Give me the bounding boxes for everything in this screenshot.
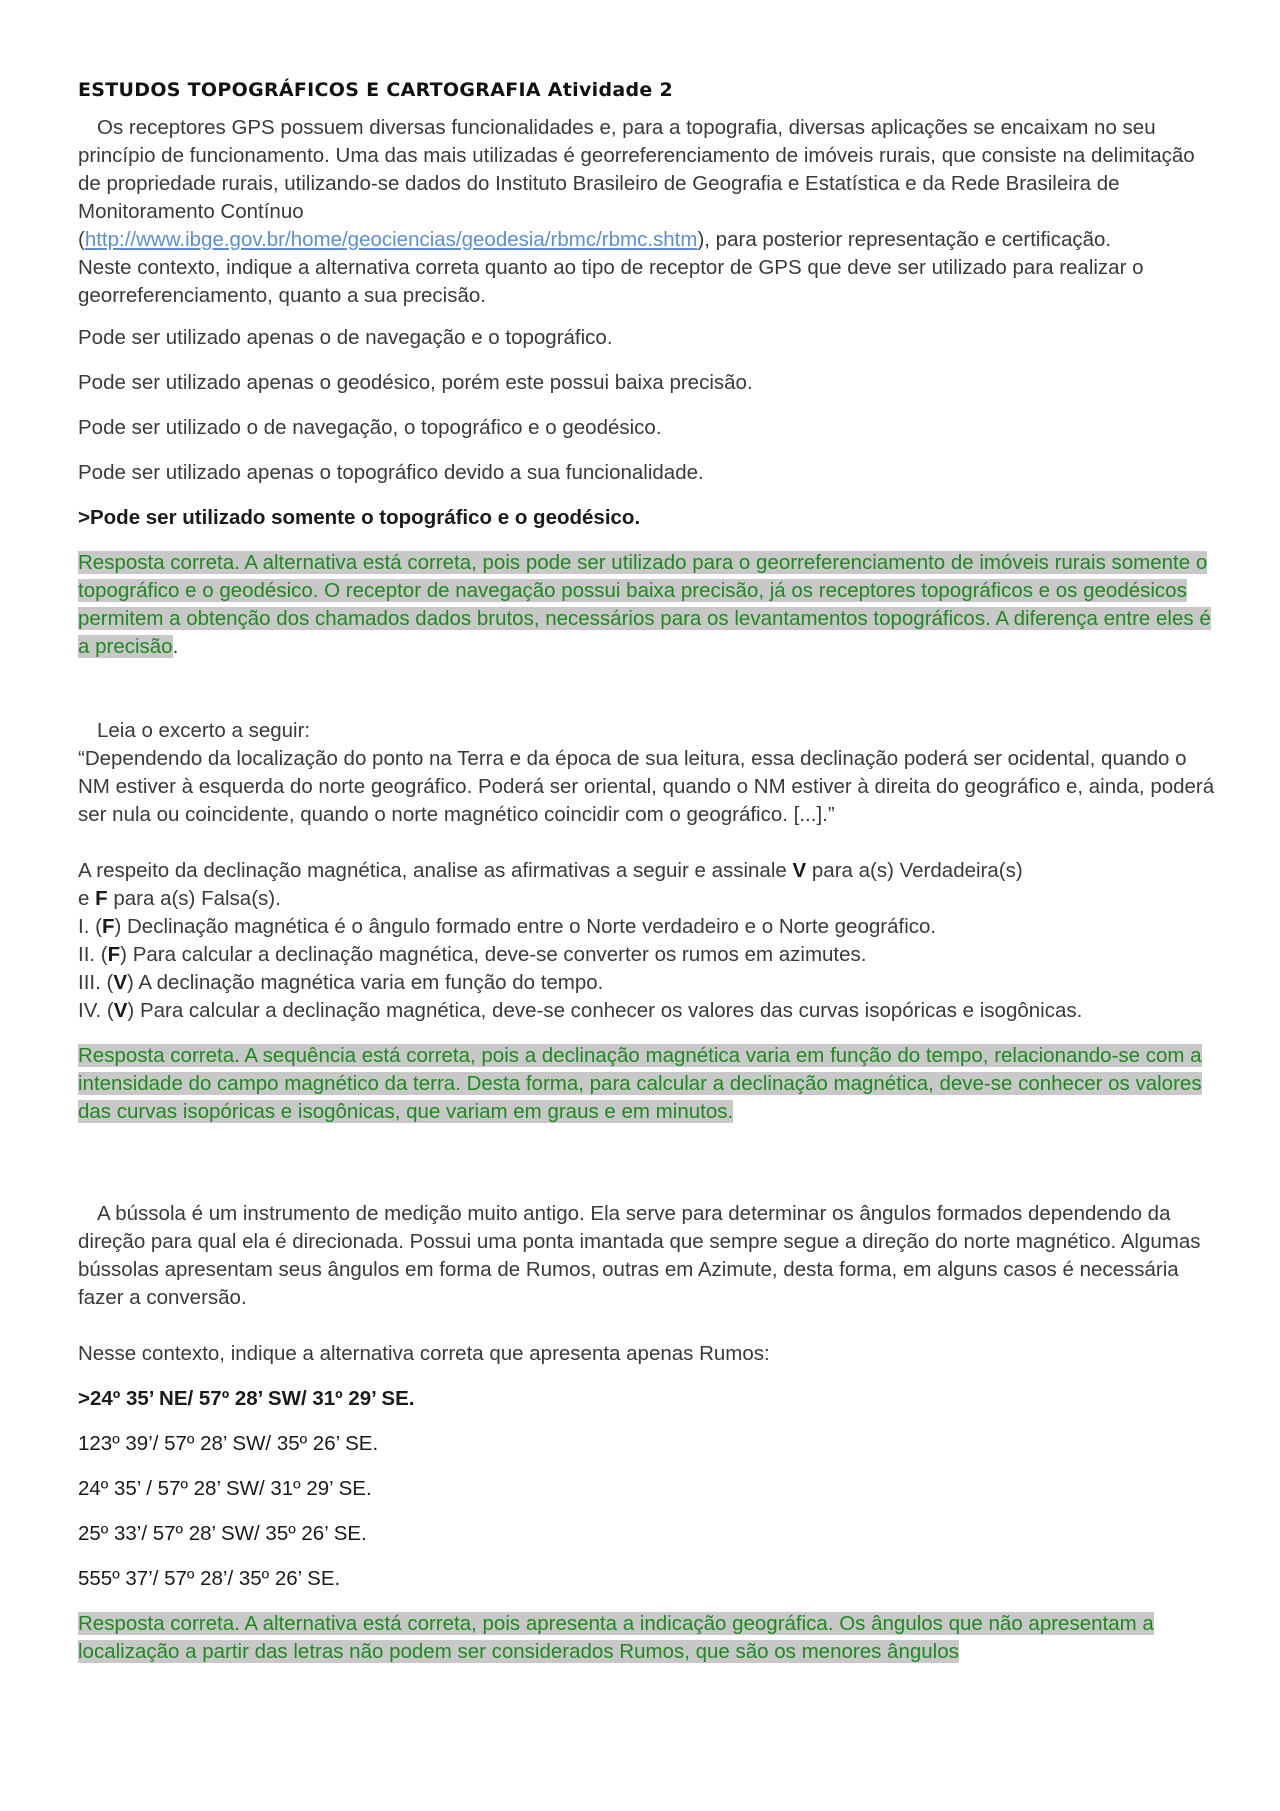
statement-number: IV. xyxy=(78,999,102,1022)
q1-option[interactable]: Pode ser utilizado apenas o geodésico, porém este possui baixa precisão. xyxy=(78,371,753,394)
q3-selected-option[interactable]: >24º 35’ NE/ 57º 28’ SW/ 31º 29’ SE. xyxy=(78,1387,415,1410)
q1-prompt: Neste contexto, indique a alternativa correta quanto ao tipo de receptor de GPS que deve ser utilizado para realizar o georreferenciamento, quanto a sua precisão. xyxy=(78,256,1144,307)
q2-statement: II. (F) Para calcular a declinação magnética, deve-se converter os rumos em azimutes. xyxy=(78,943,867,966)
q1-option[interactable]: Pode ser utilizado o de navegação, o topográfico e o geodésico. xyxy=(78,416,662,439)
q1-option[interactable]: Pode ser utilizado apenas o de navegação e o topográfico. xyxy=(78,326,613,349)
statement-number: II. xyxy=(78,943,96,966)
q3-option[interactable]: 123º 39’/ 57º 28’ SW/ 35º 26’ SE. xyxy=(78,1432,379,1455)
q2-instr-b: para a(s) Verdadeira(s) xyxy=(811,859,1023,882)
q2-lead xyxy=(78,717,1218,745)
q1-feedback xyxy=(78,549,1218,661)
q1-feedback-text: Resposta correta. A alternativa está correta, pois pode ser utilizado para o georreferenciamento de imóveis rurais somente o topográfico e o geodésico. O receptor de navegação possui baixa precisão, já os receptores topográficos e os geodésicos permitem a obtenção dos chamados dados brutos, necessários para os levantamentos topográficos. A diferença entre eles é a precisão xyxy=(78,551,1211,658)
q3-option[interactable]: 24º 35’ / 57º 28’ SW/ 31º 29’ SE. xyxy=(78,1477,372,1500)
statement-text: A declinação magnética varia em função do tempo. xyxy=(138,971,604,994)
q3-intro xyxy=(78,1200,1218,1312)
q2-f-label: F xyxy=(95,887,108,910)
q3-option[interactable]: 25º 33’/ 57º 28’ SW/ 35º 26’ SE. xyxy=(78,1522,367,1545)
q1-feedback-end: . xyxy=(172,635,179,658)
q2-instr-d: para a(s) Falsa(s). xyxy=(113,887,281,910)
q2-statement: IV. (V) Para calcular a declinação magnética, deve-se conhecer os valores das curvas isopóricas e isogônicas. xyxy=(78,999,1083,1022)
q2-statement: I. (F) Declinação magnética é o ângulo formado entre o Norte verdadeiro e o Norte geográfico. xyxy=(78,915,937,938)
q1-selected-option[interactable]: >Pode ser utilizado somente o topográfico e o geodésico. xyxy=(78,506,641,529)
statement-number: III. xyxy=(78,971,101,994)
statement-text: Para calcular a declinação magnética, deve-se conhecer os valores das curvas isopóricas e isogônicas. xyxy=(139,999,1083,1022)
document-title: ESTUDOS TOPOGRÁFICOS E CARTOGRAFIA Atividade 2 xyxy=(78,79,674,101)
q2-feedback xyxy=(78,1042,1218,1126)
statement-mark: V xyxy=(113,999,128,1022)
q1-intro-text: Os receptores GPS possuem diversas funcionalidades e, para a topografia, diversas aplicações se encaixam no seu princípio de funcionamento. Uma das mais utilizadas é georreferenciamento de imóveis rurais, que consiste na delimitação de propriedade rurais, utilizando-se dados do Instituto Brasileiro de Geografia e Estatística e da Rede Brasileira de Monitoramento Contínuo xyxy=(78,116,1195,223)
q3-prompt: Nesse contexto, indique a alternativa correta que apresenta apenas Rumos: xyxy=(78,1342,770,1365)
question-1 xyxy=(78,114,1218,661)
q3-option[interactable]: 555º 37’/ 57º 28’/ 35º 26’ SE. xyxy=(78,1567,341,1590)
document-content xyxy=(78,74,1218,1666)
statement-number: I. xyxy=(78,915,90,938)
q3-intro-text: A bússola é um instrumento de medição muito antigo. Ela serve para determinar os ângulos formados dependendo da direção para qual ela é direcionada. Possui uma ponta imantada que sempre segue a direção do norte magnético. Algumas bússolas apresentam seus ângulos em forma de Rumos, outras em Azimute, desta forma, em alguns casos é necessária fazer a conversão. xyxy=(78,1202,1201,1309)
q3-feedback xyxy=(78,1610,1218,1666)
q2-lead-text: Leia o excerto a seguir: xyxy=(97,719,311,742)
question-2 xyxy=(78,717,1218,1126)
q2-instructions xyxy=(78,857,1218,913)
statement-mark: V xyxy=(113,971,128,994)
statement-text: Declinação magnética é o ângulo formado entre o Norte verdadeiro e o Norte geográfico. xyxy=(127,915,937,938)
q2-instr-c: e xyxy=(78,887,90,910)
q1-option[interactable]: Pode ser utilizado apenas o topográfico devido a sua funcionalidade. xyxy=(78,461,704,484)
q1-intro xyxy=(78,114,1218,254)
statement-mark: F xyxy=(107,943,121,966)
statement-mark: F xyxy=(101,915,115,938)
q2-feedback-text: Resposta correta. A sequência está correta, pois a declinação magnética varia em função do tempo, relacionando-se com a intensidade do campo magnético da terra. Desta forma, para calcular a declinação magnética, deve-se conhecer os valores das curvas isopóricas e isogônicas, que variam em graus e em minutos. xyxy=(78,1044,1202,1123)
q2-statement: III. (V) A declinação magnética varia em função do tempo. xyxy=(78,971,604,994)
statement-text: Para calcular a declinação magnética, deve-se converter os rumos em azimutes. xyxy=(132,943,867,966)
q2-v-label: V xyxy=(792,859,807,882)
q2-instr-a: A respeito da declinação magnética, analise as afirmativas a seguir e assinale xyxy=(78,859,787,882)
q1-intro-end: ), para posterior representação e certificação. xyxy=(697,228,1112,251)
q1-link-open: ( xyxy=(78,228,85,251)
question-3 xyxy=(78,1200,1218,1666)
q3-feedback-text: Resposta correta. A alternativa está correta, pois apresenta a indicação geográfica. Os ângulos que não apresentam a localização a partir das letras não podem ser considerados Rumos, que são os menores ângulos xyxy=(78,1612,1154,1663)
rbmc-link[interactable]: http://www.ibge.gov.br/home/geociencias/geodesia/rbmc/rbmc.shtm xyxy=(84,228,698,251)
q2-quote: “Dependendo da localização do ponto na Terra e da época de sua leitura, essa declinação poderá ser ocidental, quando o NM estiver à esquerda do norte geográfico. Poderá ser oriental, quando o NM estiver à direita do geográfico e, ainda, poderá ser nula ou coincidente, quando o norte magnético coincidir com o geográfico. [...].” xyxy=(78,747,1215,826)
